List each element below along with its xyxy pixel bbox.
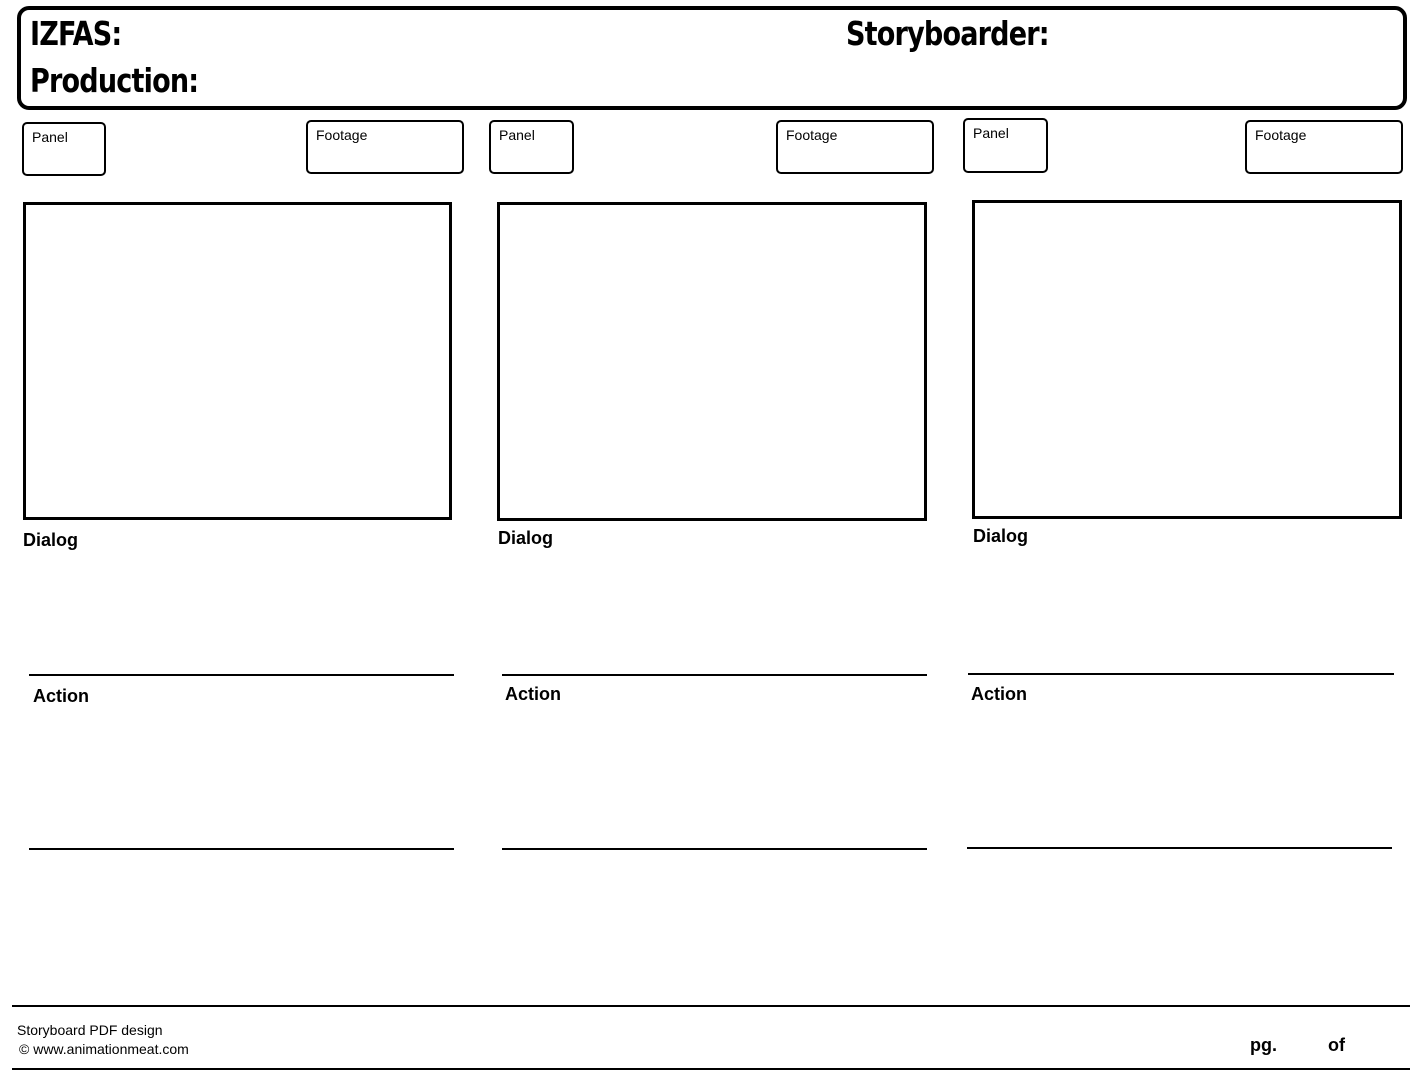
footer-bottom-rule bbox=[12, 1068, 1410, 1070]
production-label: Production: bbox=[30, 61, 199, 100]
action-rule bbox=[29, 848, 454, 850]
storyboard-frame[interactable] bbox=[23, 202, 452, 520]
footage-label: Footage bbox=[1255, 127, 1307, 143]
action-label: Action bbox=[33, 686, 89, 706]
action-rule bbox=[502, 848, 927, 850]
action-rule bbox=[967, 847, 1392, 849]
site-credit: © www.animationmeat.com bbox=[19, 1041, 189, 1057]
dialog-label: Dialog bbox=[498, 528, 554, 548]
panel-number-box[interactable] bbox=[963, 118, 1048, 173]
footage-box[interactable] bbox=[306, 120, 464, 174]
panel-number-label: Panel bbox=[973, 125, 1009, 141]
header-box bbox=[17, 6, 1407, 110]
footage-box[interactable] bbox=[1245, 120, 1403, 174]
dialog-rule bbox=[502, 674, 927, 676]
dialog-label: Dialog bbox=[973, 526, 1029, 546]
panel-number-label: Panel bbox=[32, 129, 68, 145]
action-label: Action bbox=[505, 684, 561, 704]
storyboarder-label: Storyboarder: bbox=[846, 14, 1049, 53]
page-label: pg. bbox=[1250, 1035, 1277, 1055]
storyboard-frame[interactable] bbox=[497, 202, 927, 521]
dialog-rule bbox=[968, 673, 1394, 675]
footage-label: Footage bbox=[786, 127, 838, 143]
design-credit: Storyboard PDF design bbox=[17, 1022, 163, 1038]
dialog-rule bbox=[29, 674, 454, 676]
dialog-label: Dialog bbox=[23, 530, 79, 550]
panel-number-label: Panel bbox=[499, 127, 535, 143]
panel-number-box[interactable] bbox=[22, 122, 106, 176]
storyboard-frame[interactable] bbox=[972, 200, 1402, 519]
action-label: Action bbox=[971, 684, 1027, 704]
footage-label: Footage bbox=[316, 127, 368, 143]
izfas-label: IZFAS: bbox=[30, 14, 122, 53]
panel-number-box[interactable] bbox=[489, 120, 574, 174]
footer-top-rule bbox=[12, 1005, 1410, 1007]
page-of-label: of bbox=[1328, 1035, 1345, 1055]
footage-box[interactable] bbox=[776, 120, 934, 174]
